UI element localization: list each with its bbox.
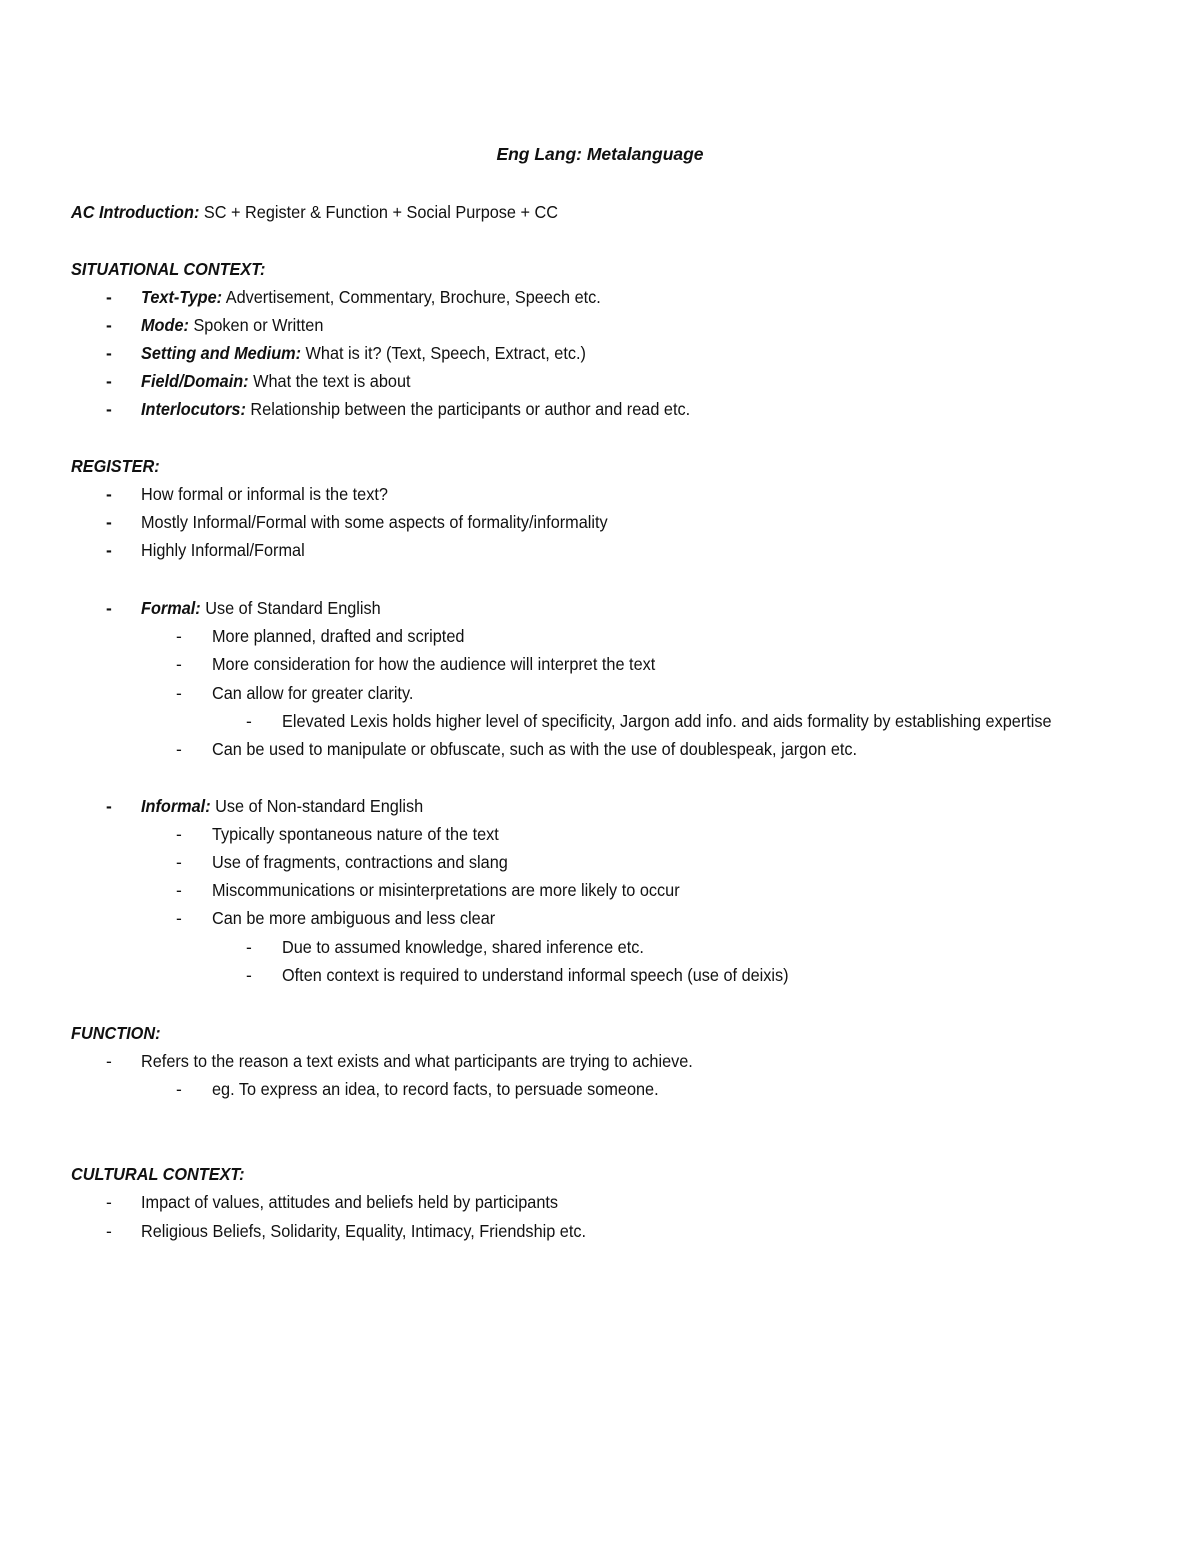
item-label: Text-Type: <box>141 287 223 307</box>
bullet-dash: - <box>106 287 112 307</box>
item-label: Field/Domain: <box>141 371 249 391</box>
bullet-dash: - <box>106 1051 112 1071</box>
list-item <box>141 397 690 421</box>
page-title: Eng Lang: Metalanguage <box>496 144 704 164</box>
cultural-heading: CULTURAL CONTEXT: <box>71 1164 245 1184</box>
sub-sub-list-item: Often context is required to understand informal speech (use of deixis) <box>282 965 789 985</box>
list-item <box>141 313 323 337</box>
item-text: Spoken or Written <box>188 315 324 335</box>
bullet-dash: - <box>106 540 112 560</box>
item-text: Use of Standard English <box>200 598 381 618</box>
bullet-dash: - <box>176 739 182 759</box>
item-text: Advertisement, Commentary, Brochure, Speech etc. <box>222 287 601 307</box>
bullet-dash: - <box>176 824 182 844</box>
bullet-dash: - <box>106 343 112 363</box>
bullet-dash: - <box>106 512 112 532</box>
sub-list-item: Typically spontaneous nature of the text <box>212 824 499 844</box>
bullet-dash: - <box>106 371 112 391</box>
sub-sub-list-item: Elevated Lexis holds higher level of specificity, Jargon add info. and aids formality by establishing expertise <box>282 711 1052 731</box>
list-item <box>141 369 411 393</box>
bullet-dash: - <box>106 598 112 618</box>
bullet-dash: - <box>246 937 252 957</box>
bullet-dash: - <box>246 711 252 731</box>
item-label: Formal: <box>141 598 201 618</box>
bullet-dash: - <box>176 683 182 703</box>
sub-list-item: More consideration for how the audience will interpret the text <box>212 654 656 674</box>
list-item <box>141 341 586 365</box>
bullet-dash: - <box>106 399 112 419</box>
register-heading: REGISTER: <box>71 456 160 476</box>
item-text: What is it? (Text, Speech, Extract, etc.) <box>301 343 586 363</box>
list-item: How formal or informal is the text? <box>141 484 388 504</box>
bullet-dash: - <box>246 965 252 985</box>
sub-sub-list-item: Due to assumed knowledge, shared inference etc. <box>282 937 644 957</box>
bullet-dash: - <box>176 654 182 674</box>
bullet-dash: - <box>176 1079 182 1099</box>
bullet-dash: - <box>106 1221 112 1241</box>
informal-item <box>141 794 423 818</box>
list-item: Mostly Informal/Formal with some aspects of formality/informality <box>141 512 608 532</box>
list-item <box>141 285 601 309</box>
sub-list-item: More planned, drafted and scripted <box>212 626 465 646</box>
bullet-dash: - <box>106 484 112 504</box>
item-label: Setting and Medium: <box>141 343 302 363</box>
formal-item <box>141 596 381 620</box>
situational-heading: SITUATIONAL CONTEXT: <box>71 259 266 279</box>
intro-line <box>71 200 558 224</box>
sub-list-item: Miscommunications or misinterpretations are more likely to occur <box>212 880 680 900</box>
item-label: Informal: <box>141 796 211 816</box>
sub-list-item: Can be more ambiguous and less clear <box>212 908 496 928</box>
item-text: Use of Non-standard English <box>210 796 424 816</box>
list-item: Highly Informal/Formal <box>141 540 305 560</box>
item-text: What the text is about <box>248 371 411 391</box>
intro-label: AC Introduction: <box>71 202 200 222</box>
bullet-dash: - <box>176 880 182 900</box>
bullet-dash: - <box>106 315 112 335</box>
list-item: Religious Beliefs, Solidarity, Equality, Intimacy, Friendship etc. <box>141 1221 587 1241</box>
bullet-dash: - <box>176 852 182 872</box>
item-label: Interlocutors: <box>141 399 246 419</box>
intro-text: SC + Register & Function + Social Purpose + CC <box>199 202 559 222</box>
function-heading: FUNCTION: <box>71 1023 161 1043</box>
bullet-dash: - <box>176 908 182 928</box>
item-text: Relationship between the participants or author and read etc. <box>245 399 691 419</box>
item-label: Mode: <box>141 315 189 335</box>
bullet-dash: - <box>176 626 182 646</box>
list-item: Impact of values, attitudes and beliefs held by participants <box>141 1192 559 1212</box>
bullet-dash: - <box>106 796 112 816</box>
sub-list-item: Use of fragments, contractions and slang <box>212 852 508 872</box>
sub-list-item: Can allow for greater clarity. <box>212 683 414 703</box>
sub-list-item: eg. To express an idea, to record facts, to persuade someone. <box>212 1079 659 1099</box>
bullet-dash: - <box>106 1192 112 1212</box>
list-item: Refers to the reason a text exists and what participants are trying to achieve. <box>141 1051 693 1071</box>
sub-list-item: Can be used to manipulate or obfuscate, such as with the use of doublespeak, jargon etc. <box>212 739 858 759</box>
